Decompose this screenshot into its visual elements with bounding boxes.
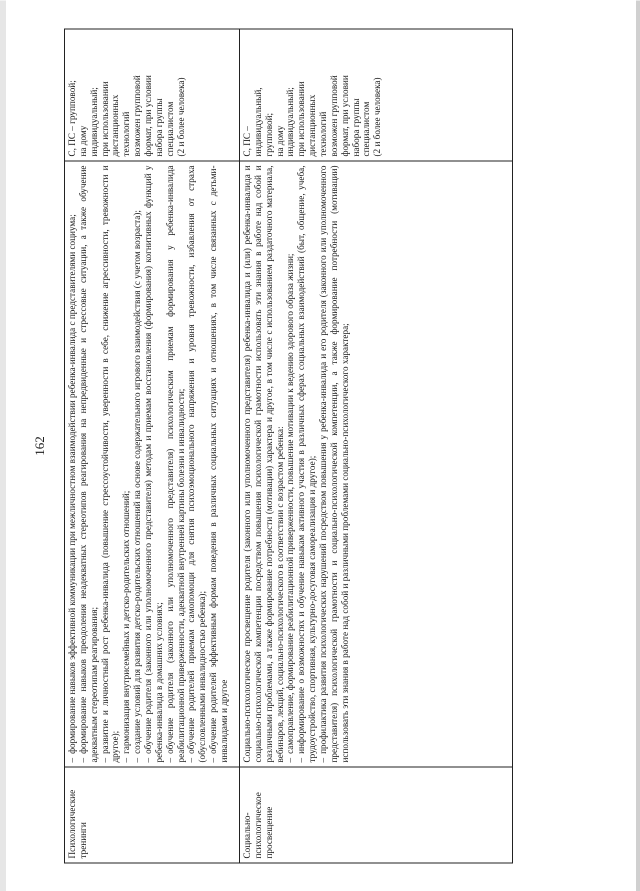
table-row [65, 29, 240, 863]
format-cell [65, 29, 240, 161]
format-line: на дому [274, 125, 285, 156]
bullet-item: –самоправление, формирование реабилитационной приверженности, повышение мотивации к ведению здорового образа жизни; [285, 253, 296, 762]
format-line: индивидуальный; [88, 86, 99, 156]
format-line: формат, при условии [339, 74, 350, 156]
format-line: (2 и более человека) [372, 76, 383, 156]
format-line: С, ПС – [242, 125, 252, 156]
format-line: формат, при условии [143, 74, 154, 156]
format-line: на дому [77, 125, 88, 156]
bullet-item: –формирование навыков эффективной коммуникации при межличностном взаимодействии ребенка-инвалида с представителями социума; [67, 213, 77, 762]
format-line: набора группы [153, 97, 164, 156]
category-cell [65, 767, 240, 863]
format-line: возможен групповой [328, 74, 339, 156]
bullet-item: –гармонизация внутрисемейных и детско-родительских отношений; [121, 490, 132, 762]
bullet-item: –обучение родителя (законного или уполномоченного представителя) методам и приемам восстановления (формирования) когнитивных функций у ребенка-инвалида в домашних условиях; [143, 165, 164, 762]
category-line: Психологические [67, 789, 77, 858]
bullet-item: –обучение родителей приемам самопомощи для снятия психоэмоционального напряжения и уровня тревожности, избавления от страха (обусловленными инвалидностью ребенка); [186, 165, 208, 762]
bullet-item: –обучение родителей эффективным формам поведения в различных социальных ситуациях и отношениях, в том числе связанных с детьми-инвалидами и другое [208, 165, 230, 762]
format-line: дистанционных [110, 94, 121, 156]
category-cell [240, 767, 513, 863]
format-line: возможен групповой [132, 74, 143, 156]
format-line: специалистом [164, 101, 175, 156]
bullet-item: –информирование о возможностях и обучение навыкам активного участия в различных сферах социальных взаимодействий (быт, общение, учеба, трудоустройство, спортивная, культурно-досуговая самореализация и другое); [296, 165, 318, 762]
format-line: С, ПС – групповой; [67, 79, 77, 156]
format-line: технологий [121, 111, 132, 156]
scan-edge-shadow [0, 0, 6, 891]
format-line: специалистом [361, 101, 372, 156]
format-line: индивидуальный, [252, 86, 263, 156]
category-line: просвещение [263, 806, 274, 858]
bullet-item: –обучение родителя (законного или уполномоченного представителя) психологическим приемам формирования у ребенка-инвалида реабилитационной приверженности, адекватной внутренней картины болезни и инвалидности; [164, 165, 186, 762]
format-line: (2 и более человека) [175, 76, 186, 156]
category-line: психологическое [252, 791, 263, 858]
content-cell [240, 161, 513, 767]
bullet-item: –профилактика развития психологических нарушений посредством повышения у ребенка-инвалида и его родителя (законного или уполномоченного представителя) психологической грамотности и социально-психологической компетенции, а также формирование потребности (мотивации) использовать эти знания в работе над собой и различными проблемами социально-психологического характера; [318, 165, 350, 762]
table-row [240, 29, 513, 863]
content-cell [65, 161, 240, 767]
format-cell [240, 29, 513, 161]
category-line: тренинги [77, 821, 88, 858]
services-table [64, 28, 513, 863]
page-number: 162 [32, 435, 47, 456]
format-line: при использовании [99, 80, 110, 156]
bullet-item: –развитие и личностный рост ребенка-инвалида (повышение стрессоустойчивости, уверенности в себе, снижение агрессивности, тревожности и другое); [99, 165, 121, 762]
format-line: при использовании [296, 80, 307, 156]
format-line: индивидуальный; [285, 86, 296, 156]
format-line: дистанционных [307, 94, 318, 156]
bullet-item: –формирование навыков преодоления неадекватных стереотипов реагирования на непредвиденные и стрессовые ситуации, а также обучение адекватным стереотипам реагирования; [77, 165, 99, 762]
category-line: Социально- [242, 811, 252, 858]
format-line: набора группы [350, 97, 361, 156]
intro-paragraph: Социально-психологическое просвещение родителя (законного или уполномоченного представителя) ребенка-инвалида и (или) ребенка-инвалида и социально-психологической компетенции посредством повышения психологической грамотности использовать эти знания в работе над собой и различными проблемами, а также формирование потребности (мотивации) характера и другое, в том числе с использованием раздаточного материала, вебинаров, лекций, социально-психологического в соответствии с возрастом ребенка: [242, 165, 285, 762]
format-line: групповой; [263, 112, 274, 156]
bullet-item: –создание условий для развития детско-родительских отношений на основе содержательного игрового взаимодействия (с учетом возраста); [132, 209, 143, 762]
format-line: технологий [318, 111, 329, 156]
scan-edge-shadow [636, 0, 640, 891]
